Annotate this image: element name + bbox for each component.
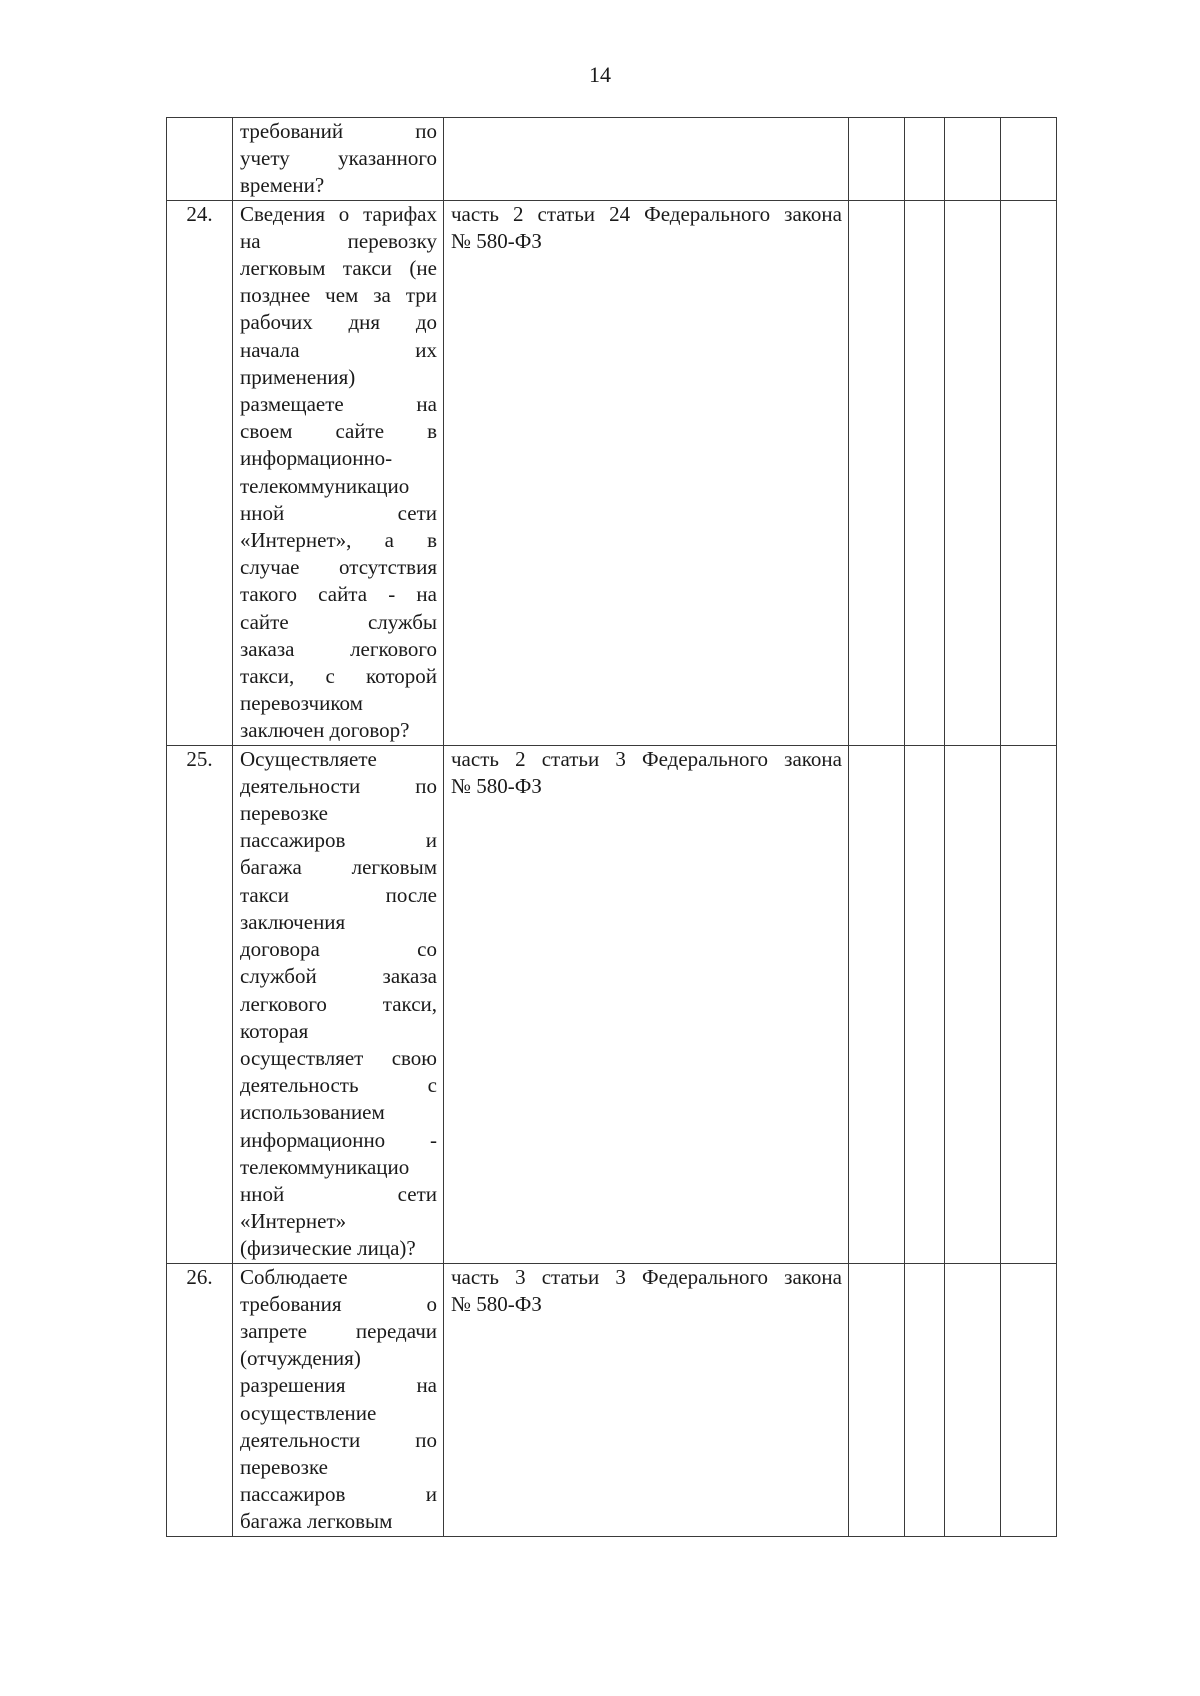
question-line: сайте службы — [240, 609, 437, 634]
legal-reference-cell — [444, 745, 849, 1263]
answer-na-cell — [945, 745, 1001, 1263]
row-number: 25. — [167, 745, 233, 1263]
note-cell — [1001, 745, 1057, 1263]
question-line: позднее чем за три — [240, 283, 437, 308]
reference-line: № 580-ФЗ — [451, 1291, 542, 1316]
answer-yes-cell — [849, 745, 905, 1263]
question-line: Соблюдаете — [240, 1264, 348, 1289]
legal-reference-cell — [444, 1263, 849, 1536]
question-line: такси, с которой — [240, 664, 437, 689]
question-line: перевозчиком — [240, 691, 363, 716]
question-line: деятельности по — [240, 773, 437, 798]
question-line: (отчуждения) — [240, 1346, 361, 1371]
question-line: заказа легкового — [240, 636, 437, 661]
note-cell — [1001, 1263, 1057, 1536]
question-line: начала их — [240, 337, 437, 362]
answer-na-cell — [945, 118, 1001, 201]
note-cell — [1001, 118, 1057, 201]
question-line: на перевозку — [240, 228, 437, 253]
question-line: информационно - — [240, 1127, 437, 1152]
reference-line: № 580-ФЗ — [451, 773, 542, 798]
question-line: багажа легковым — [240, 1509, 393, 1534]
question-line: разрешения на — [240, 1373, 437, 1398]
question-line: пассажиров и — [240, 1482, 437, 1507]
page-number: 14 — [589, 62, 611, 87]
question-line: легкового такси, — [240, 991, 437, 1016]
question-line: случае отсутствия — [240, 555, 437, 580]
question-cell — [233, 118, 444, 201]
question-line: перевозке — [240, 1454, 328, 1479]
question-line: осуществление — [240, 1400, 377, 1425]
question-line: рабочих дня до — [240, 310, 437, 335]
legal-reference-cell — [444, 200, 849, 745]
question-line: нной сети — [240, 1181, 437, 1206]
answer-no-cell — [905, 200, 945, 745]
row-number: 24. — [167, 200, 233, 745]
note-cell — [1001, 200, 1057, 745]
answer-yes-cell — [849, 200, 905, 745]
answer-no-cell — [905, 745, 945, 1263]
table-row — [167, 1263, 1057, 1536]
table-row — [167, 200, 1057, 745]
legal-reference-cell — [444, 118, 849, 201]
question-line: требований по — [240, 119, 437, 143]
question-line: осуществляет свою — [240, 1045, 437, 1070]
question-line: информационно- — [240, 446, 393, 471]
question-line: пассажиров и — [240, 828, 437, 853]
question-line: легковым такси (не — [240, 256, 437, 281]
reference-line: часть 3 статьи 3 Федерального закона — [451, 1264, 842, 1289]
question-line: применения) — [240, 364, 356, 389]
question-line: такси после — [240, 882, 437, 907]
reference-line: № 580-ФЗ — [451, 228, 542, 253]
question-line: требования о — [240, 1291, 437, 1316]
question-cell — [233, 200, 444, 745]
table-row — [167, 745, 1057, 1263]
reference-line: часть 2 статьи 3 Федерального закона — [451, 746, 842, 771]
table-row — [167, 118, 1057, 201]
question-line: Сведения о тарифах — [240, 201, 437, 226]
question-line: деятельности по — [240, 1427, 437, 1452]
question-line: Осуществляете — [240, 746, 377, 771]
question-line: телекоммуникацио — [240, 473, 410, 498]
question-line: времени? — [240, 173, 325, 198]
question-line: которая — [240, 1018, 309, 1043]
question-line: учету указанного — [240, 146, 437, 171]
row-number — [167, 118, 233, 201]
question-line: своем сайте в — [240, 419, 437, 444]
answer-no-cell — [905, 1263, 945, 1536]
question-line: договора со — [240, 937, 437, 962]
question-line: службой заказа — [240, 964, 437, 989]
question-line: деятельность с — [240, 1073, 437, 1098]
answer-yes-cell — [849, 1263, 905, 1536]
question-line: перевозке — [240, 801, 328, 826]
answer-na-cell — [945, 1263, 1001, 1536]
question-line: запрете передачи — [240, 1318, 437, 1343]
answer-na-cell — [945, 200, 1001, 745]
answer-yes-cell — [849, 118, 905, 201]
question-line: размещаете на — [240, 392, 437, 417]
checklist-table — [166, 117, 1057, 1537]
question-line: «Интернет» — [240, 1209, 347, 1234]
reference-line: часть 2 статьи 24 Федерального закона — [451, 201, 842, 226]
question-cell — [233, 1263, 444, 1536]
question-line: «Интернет», а в — [240, 528, 437, 553]
answer-no-cell — [905, 118, 945, 201]
question-line: телекоммуникацио — [240, 1154, 410, 1179]
question-line: такого сайта - на — [240, 582, 437, 607]
row-number: 26. — [167, 1263, 233, 1536]
question-line: нной сети — [240, 500, 437, 525]
question-line: заключения — [240, 909, 346, 934]
question-line: использованием — [240, 1100, 385, 1125]
question-line: багажа легковым — [240, 855, 437, 880]
question-cell — [233, 745, 444, 1263]
question-line: (физические лица)? — [240, 1236, 416, 1261]
question-line: заключен договор? — [240, 718, 410, 743]
